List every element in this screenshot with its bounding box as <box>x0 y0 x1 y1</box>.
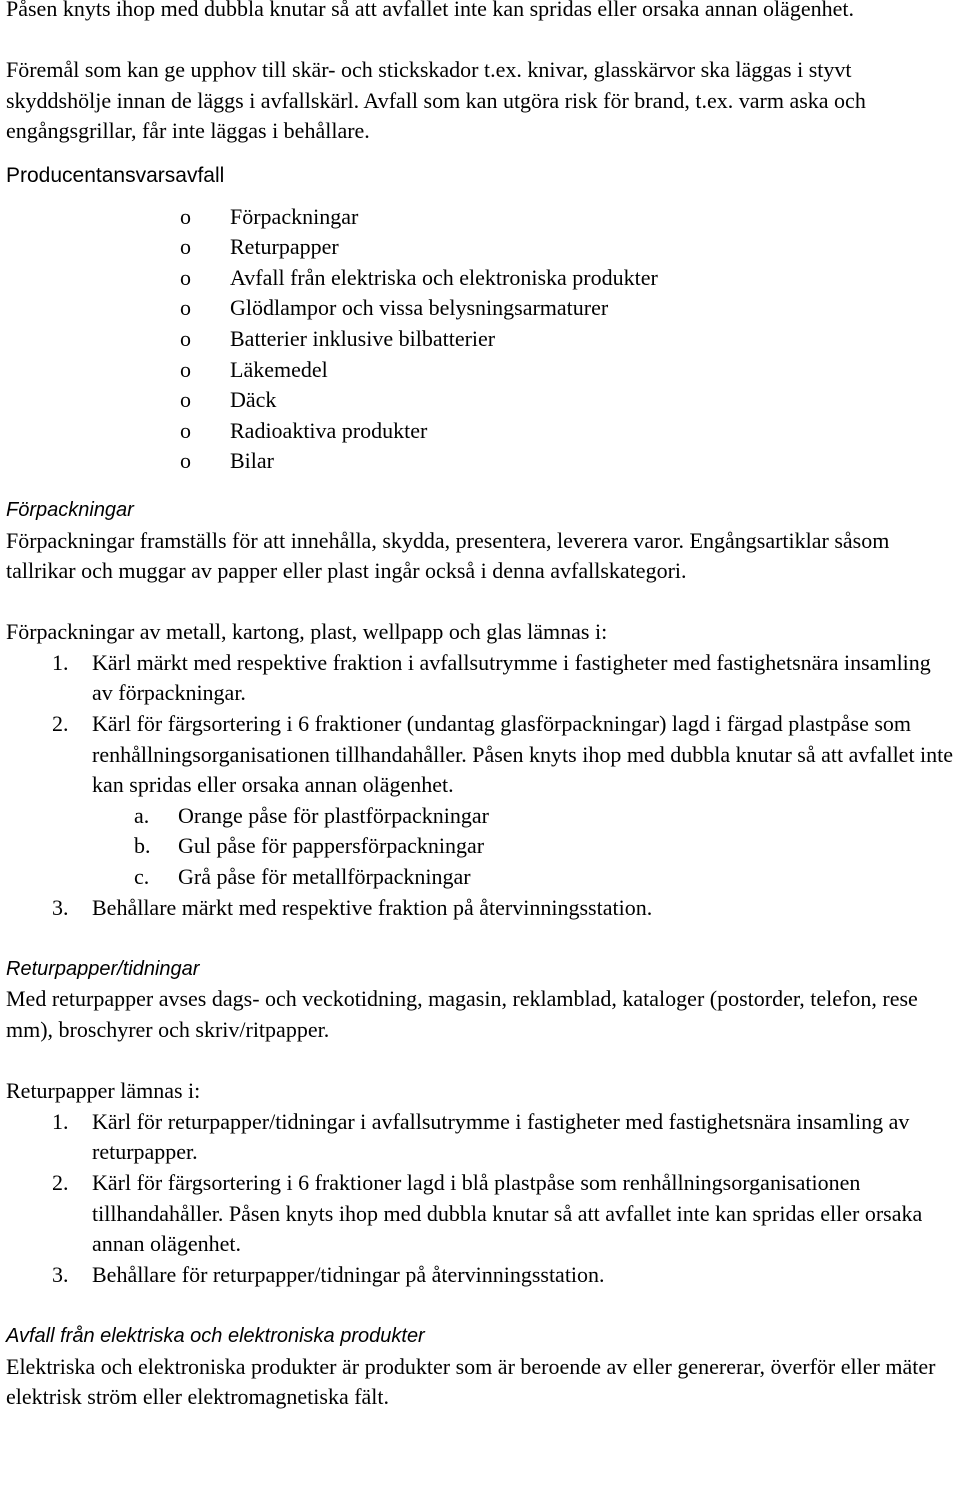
list-number: 3. <box>52 894 69 920</box>
list-item: b. Gul påse för pappersförpackningar <box>92 831 956 862</box>
document-page <box>6 0 956 1413</box>
list-item: 3. Behållare märkt med respektive fraktion på återvinningsstation. <box>6 893 956 924</box>
packaging-paragraph: Förpackningar framställs för att innehålla, skydda, presentera, leverera varor. Engångsartiklar såsom tallrikar och muggar av papper eller plast ingår också i denna avfallskategori. <box>6 527 890 584</box>
list-number: 1. <box>52 649 69 675</box>
list-item: o Däck <box>6 385 956 416</box>
bag-color-list <box>92 801 956 893</box>
list-number: 2. <box>52 711 69 737</box>
list-item: o Radioaktiva produkter <box>6 416 956 447</box>
paper-list <box>6 1107 956 1291</box>
list-item: o Avfall från elektriska och elektroniska produkter <box>6 263 956 294</box>
bullet-marker: o <box>180 448 191 474</box>
list-item: 1. Kärl märkt med respektive fraktion i avfallsutrymme i fastigheter med fastighetsnära insamling av förpackningar. <box>52 649 931 706</box>
bullet-marker: o <box>180 295 191 321</box>
list-letter: a. <box>134 802 150 828</box>
list-item: 2. Kärl för färgsortering i 6 fraktioner lagd i blå plastpåse som renhållningsorganisationen tillhandahåller. Påsen knyts ihop med dubbla knutar så att avfallet inte kan spridas eller orsaka annan olägenhet. <box>52 1169 923 1257</box>
list-item: 3. Behållare för returpapper/tidningar på återvinningsstation. <box>6 1260 956 1291</box>
packaging-lead: Förpackningar av metall, kartong, plast, wellpapp och glas lämnas i: <box>6 619 608 645</box>
bullet-marker: o <box>180 417 191 443</box>
bullet-marker: o <box>180 387 191 413</box>
intro-paragraph-2: Föremål som kan ge upphov till skär- och stickskador t.ex. knivar, glasskärvor ska läggas i styvt skyddshölje innan de läggs i avfallskärl. Avfall som kan utgöra risk för brand, t.ex. varm aska och engångsgrillar, får inte läggas i behållare. <box>6 57 866 144</box>
paper-heading: Returpapper/tidningar <box>6 957 200 980</box>
list-number: 1. <box>52 1108 69 1134</box>
bullet-marker: o <box>180 325 191 351</box>
list-item: o Förpackningar <box>6 202 956 233</box>
list-item: o Läkemedel <box>6 355 956 386</box>
list-item: 2. Kärl för färgsortering i 6 fraktioner (undantag glasförpackningar) lagd i färgad plastpåse som renhållningsorganisationen tillhandahåller. Påsen knyts ihop med dubbla knutar så att avfallet inte kan spridas eller orsaka annan olägenhet. a. Orange påse för plastförpackningar b. Gul påse för pappersförpackningar c. Grå påse för metallförpackningar <box>6 709 956 893</box>
producer-heading: Producentansvarsavfall <box>6 163 225 187</box>
list-letter: c. <box>134 864 150 890</box>
list-item: o Bilar <box>6 446 956 477</box>
paper-paragraph: Med returpapper avses dags- och veckotidning, magasin, reklamblad, kataloger (postorder, telefon, rese mm), broschyrer och skriv/ritpapper. <box>6 986 918 1042</box>
paper-lead: Returpapper lämnas i: <box>6 1078 201 1104</box>
electronics-paragraph: Elektriska och elektroniska produkter är produkter som är beroende av eller genererar, överför eller mäter elektrisk ström eller elektromagnetiska fält. <box>6 1353 936 1410</box>
list-item: a. Orange påse för plastförpackningar <box>92 801 956 832</box>
packaging-heading: Förpackningar <box>6 498 134 521</box>
intro-paragraph-1: Påsen knyts ihop med dubbla knutar så att avfallet inte kan spridas eller orsaka annan olägenhet. <box>6 0 854 21</box>
electronics-heading: Avfall från elektriska och elektroniska produkter <box>6 1324 425 1347</box>
list-item: c. Grå påse för metallförpackningar <box>92 862 956 893</box>
list-number: 3. <box>52 1261 69 1287</box>
bullet-marker: o <box>180 203 191 229</box>
producer-list <box>6 202 956 477</box>
bullet-marker: o <box>180 264 191 290</box>
list-item: o Glödlampor och vissa belysningsarmaturer <box>6 293 956 324</box>
list-number: 2. <box>52 1169 69 1195</box>
list-item: o Batterier inklusive bilbatterier <box>6 324 956 355</box>
bullet-marker: o <box>180 234 191 260</box>
list-item: o Returpapper <box>6 232 956 263</box>
list-letter: b. <box>134 833 151 859</box>
bullet-marker: o <box>180 356 191 382</box>
packaging-list <box>6 648 956 923</box>
list-item: 1. Kärl för returpapper/tidningar i avfallsutrymme i fastigheter med fastighetsnära insamling av returpapper. <box>52 1108 910 1165</box>
